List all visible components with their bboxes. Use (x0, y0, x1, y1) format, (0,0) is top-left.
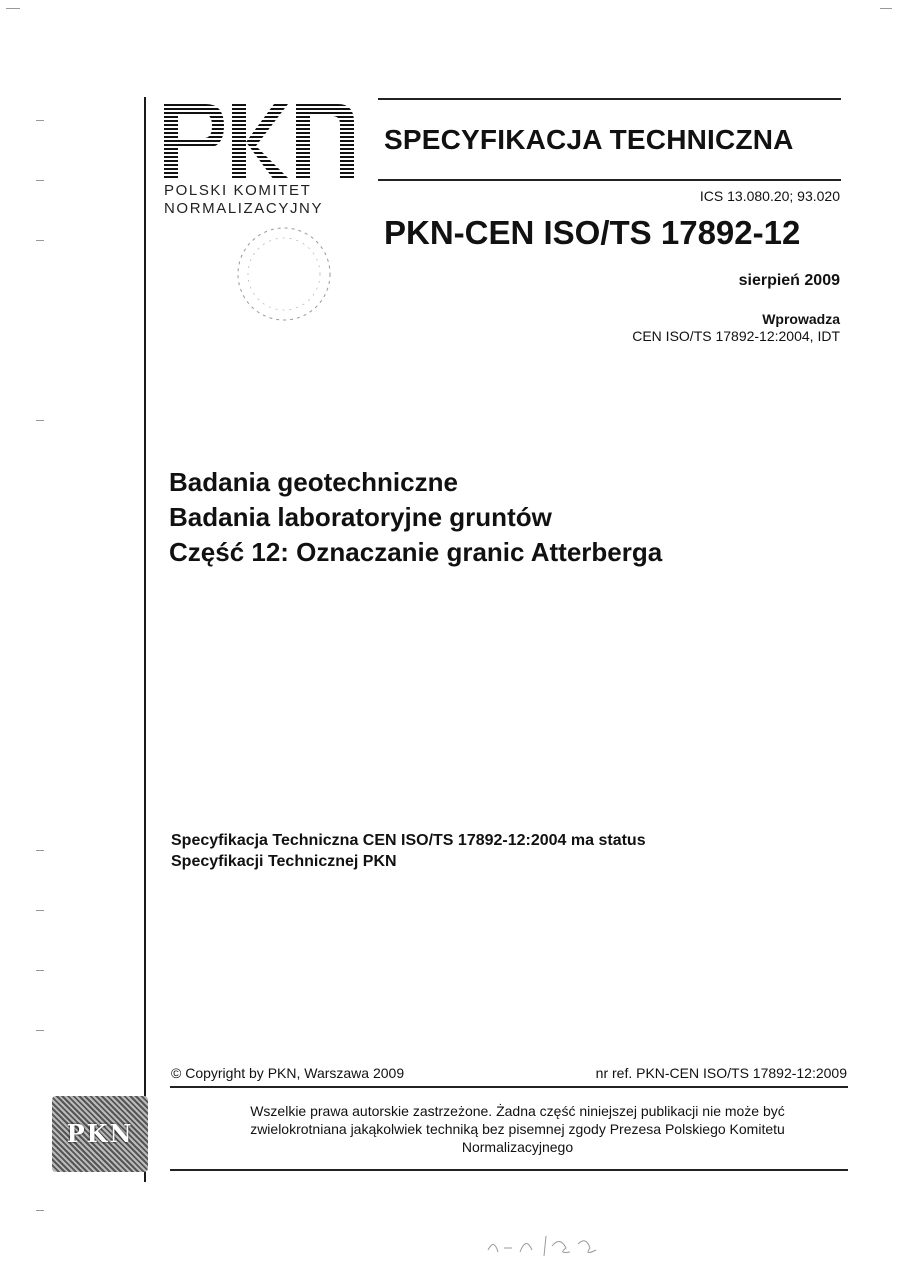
status-line-1: Specyfikacja Techniczna CEN ISO/TS 17892-12:2004 ma status (171, 832, 646, 849)
ics-code: ICS 13.080.20; 93.020 (699, 188, 840, 204)
footer-rule-bottom (170, 1169, 848, 1171)
margin-mark (36, 850, 44, 851)
margin-mark (880, 8, 892, 9)
margin-mark (36, 420, 44, 421)
margin-mark (36, 1030, 44, 1031)
pkn-seal-icon (52, 1096, 148, 1172)
introduces-reference: CEN ISO/TS 17892-12:2004, IDT (632, 328, 840, 344)
status-line-2: Specyfikacji Technicznej PKN (171, 853, 397, 870)
margin-mark (36, 970, 44, 971)
publication-date: sierpień 2009 (738, 272, 840, 289)
margin-mark (6, 8, 20, 9)
library-stamp-icon (232, 222, 336, 326)
logo-line-2: NORMALIZACYJNY (164, 200, 324, 217)
seal-text: PKN (66, 1119, 134, 1148)
header-rule-top (378, 98, 841, 100)
pkn-logo-icon (162, 100, 358, 186)
margin-mark (36, 1210, 44, 1211)
header-rule-middle (378, 179, 841, 181)
margin-mark (36, 120, 44, 121)
left-margin-rule (144, 97, 146, 1182)
introduces-label: Wprowadza (762, 311, 840, 327)
handwritten-note-icon (486, 1232, 616, 1258)
standard-code: PKN-CEN ISO/TS 17892-12 (384, 214, 801, 251)
rights-line-3: Normalizacyjnego (461, 1139, 574, 1155)
logo-line-1: POLSKI KOMITET (164, 182, 312, 199)
footer-rule-top (170, 1086, 848, 1088)
copyright-notice: © Copyright by PKN, Warszawa 2009 (171, 1065, 405, 1081)
margin-mark (36, 910, 44, 911)
reference-number: nr ref. PKN-CEN ISO/TS 17892-12:2009 (595, 1065, 847, 1081)
rights-line-2: zwielokrotniana jakąkolwiek techniką bez pisemnej zgody Prezesa Polskiego Komitetu (250, 1121, 785, 1137)
title-line-3: Część 12: Oznaczanie granic Atterberga (169, 537, 663, 567)
rights-line-1: Wszelkie prawa autorskie zastrzeżone. Żadna część niniejszej publikacji nie może być (250, 1103, 785, 1119)
margin-mark (36, 240, 44, 241)
title-line-1: Badania geotechniczne (169, 467, 458, 497)
document-type: SPECYFIKACJA TECHNICZNA (384, 124, 794, 155)
margin-mark (36, 180, 44, 181)
title-line-2: Badania laboratoryjne gruntów (169, 502, 552, 532)
